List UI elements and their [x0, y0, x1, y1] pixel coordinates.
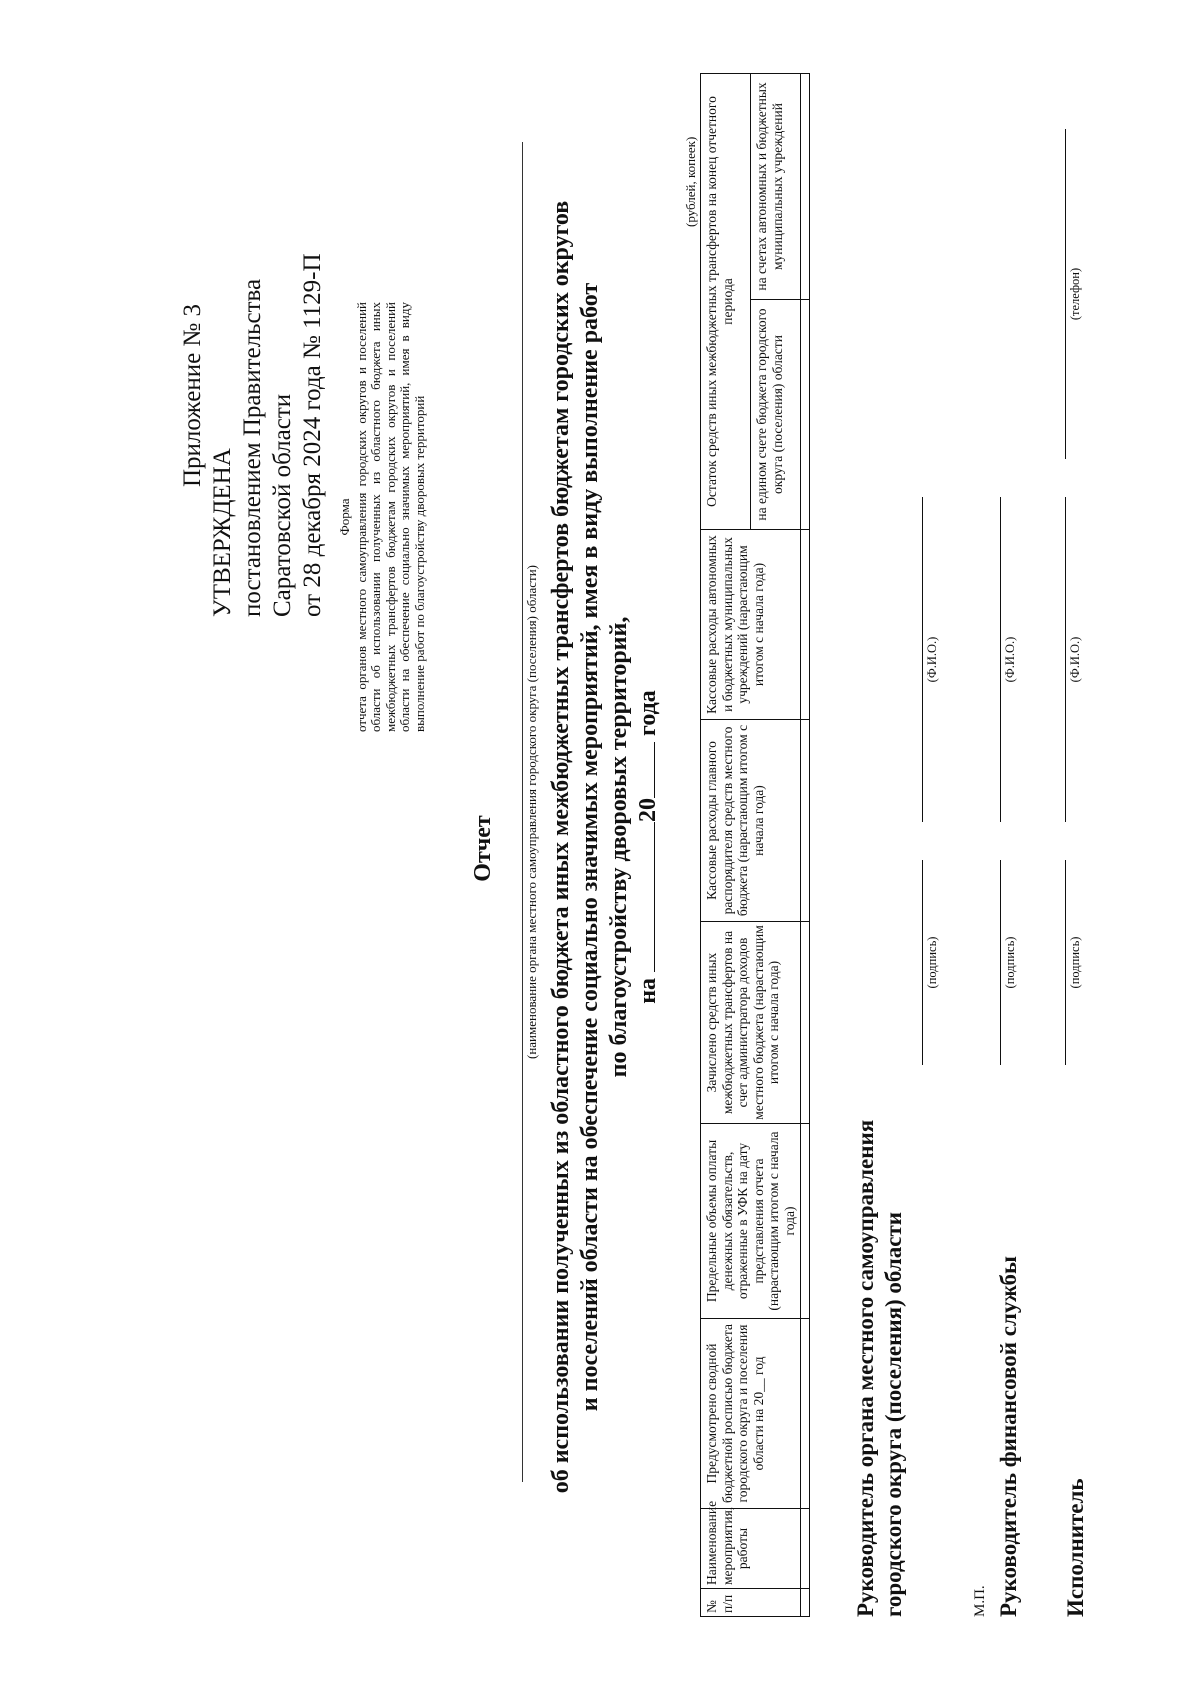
- approval-line-2: Саратовской области: [269, 393, 296, 617]
- heading-line-2: и поселений области на обеспечение социально значимых мероприятий, имея в виду выполнение работ: [577, 282, 603, 1412]
- finance-signature-line[interactable]: [1000, 860, 1001, 1065]
- table-cell[interactable]: [801, 922, 810, 1124]
- date-year-blank[interactable]: [634, 742, 655, 798]
- form-label: Форма: [337, 498, 352, 536]
- head-name-caption: (Ф.И.О.): [925, 636, 939, 683]
- column-header-cash-main: Кассовые расходы главного распорядителя средств местного бюджета (нарастающим итогом с начала года): [701, 720, 801, 922]
- executor-signature-caption: (подпись): [1068, 936, 1082, 989]
- report-table: [700, 73, 810, 1617]
- executor-name-caption: (Ф.И.О.): [1068, 636, 1082, 683]
- executor-phone-line[interactable]: [1065, 129, 1066, 459]
- column-header-planned: Предусмотрено сводной бюджетной росписью бюджета городского округа и поселения области на 20__ год: [701, 1319, 801, 1509]
- finance-name-caption: (Ф.И.О.): [1003, 636, 1017, 683]
- executor-phone-caption: (телефон): [1068, 267, 1082, 321]
- date-suffix: года: [635, 690, 661, 736]
- form-note: [338, 302, 427, 732]
- heading-line-1: об использовании полученных из областного бюджета иных межбюджетных трансфертов бюджетам городских округов: [548, 200, 574, 1494]
- approval-line-3: от 28 декабря 2024 года № 1129-П: [299, 253, 326, 617]
- table-cell[interactable]: [801, 1319, 810, 1509]
- executor-name-line[interactable]: [1065, 497, 1066, 822]
- column-header-number: № п/п: [701, 1589, 801, 1617]
- head-signature-caption: (подпись): [925, 936, 939, 989]
- report-title: Отчет: [470, 815, 496, 882]
- heading-line-3: по благоустройству дворовых территорий,: [606, 616, 632, 1078]
- column-header-cash-institutions: Кассовые расходы автономных и бюджетных муниципальных учреждений (нарастающим итогом с начала года): [701, 530, 801, 720]
- approval-line-1: постановлением Правительства: [239, 278, 266, 617]
- table-cell[interactable]: [801, 74, 810, 300]
- executor-signatory: Исполнитель: [1063, 1478, 1088, 1617]
- column-header-name: Наименование мероприятия, работы: [701, 1509, 801, 1589]
- date-year-prefix: 20: [635, 797, 661, 822]
- column-header-limits: Предельные объемы оплаты денежных обязательств, отраженные в УФК на дату представления отчета (нарастающим итогом с начала года): [701, 1124, 801, 1319]
- table-cell[interactable]: [801, 1509, 810, 1589]
- head-title-line-1: Руководитель органа местного самоуправления: [853, 1119, 878, 1617]
- stamp-place: М.П.: [972, 1585, 988, 1617]
- approved-label: УТВЕРЖДЕНА: [209, 448, 236, 617]
- column-header-credited: Зачислено средств иных межбюджетных трансфертов на счет администратора доходов местного бюджета (нарастающим итогом с начала года): [701, 922, 801, 1124]
- executor-signature-line[interactable]: [1065, 860, 1066, 1065]
- org-name-caption: (наименование органа местного самоуправления городского округа (поселения) области): [524, 565, 539, 1059]
- annex-number: Приложение № 3: [179, 303, 206, 487]
- report-date-line: [634, 77, 663, 1617]
- approval-stamp: [178, 253, 328, 617]
- table-cell[interactable]: [801, 530, 810, 720]
- head-name-line[interactable]: [922, 497, 923, 822]
- head-signatory: [852, 1120, 908, 1617]
- date-prefix: на: [635, 977, 661, 1004]
- head-signature-line[interactable]: [922, 860, 923, 1065]
- finance-name-line[interactable]: [1000, 497, 1001, 822]
- column-header-balance: Остаток средств иных межбюджетных трансфертов на конец отчетного периода: [701, 74, 751, 530]
- finance-signatory: Руководитель финансовой службы: [996, 1256, 1021, 1617]
- date-day-month-blank[interactable]: [634, 822, 655, 972]
- finance-signature-caption: (подпись): [1003, 936, 1017, 989]
- head-title-line-2: городского округа (поселения) области: [881, 1211, 906, 1617]
- table-cell[interactable]: [801, 720, 810, 922]
- units-note: (рублей, копеек): [683, 136, 698, 227]
- report-table-wrapper: [700, 74, 810, 1617]
- column-header-balance-single-account: на едином счете бюджета городского округа (поселения) области: [751, 300, 801, 530]
- table-cell[interactable]: [801, 300, 810, 530]
- column-header-balance-institution-accounts: на счетах автономных и бюджетных муниципальных учреждений: [751, 74, 801, 300]
- form-description: отчета органов местного самоуправления городских округов и поселений области об использовании полученных из областного бюджета иных межбюджетных трансфертов бюджетам городских округов и поселений области на обеспечение социально значимых мероприятий, имея в виду выполнение работ по благоустройству дворовых территорий: [353, 302, 427, 732]
- table-cell[interactable]: [801, 1589, 810, 1617]
- table-cell[interactable]: [801, 1124, 810, 1319]
- report-heading: [547, 77, 663, 1617]
- table-row: [801, 74, 810, 1617]
- org-name-line: [522, 142, 523, 1482]
